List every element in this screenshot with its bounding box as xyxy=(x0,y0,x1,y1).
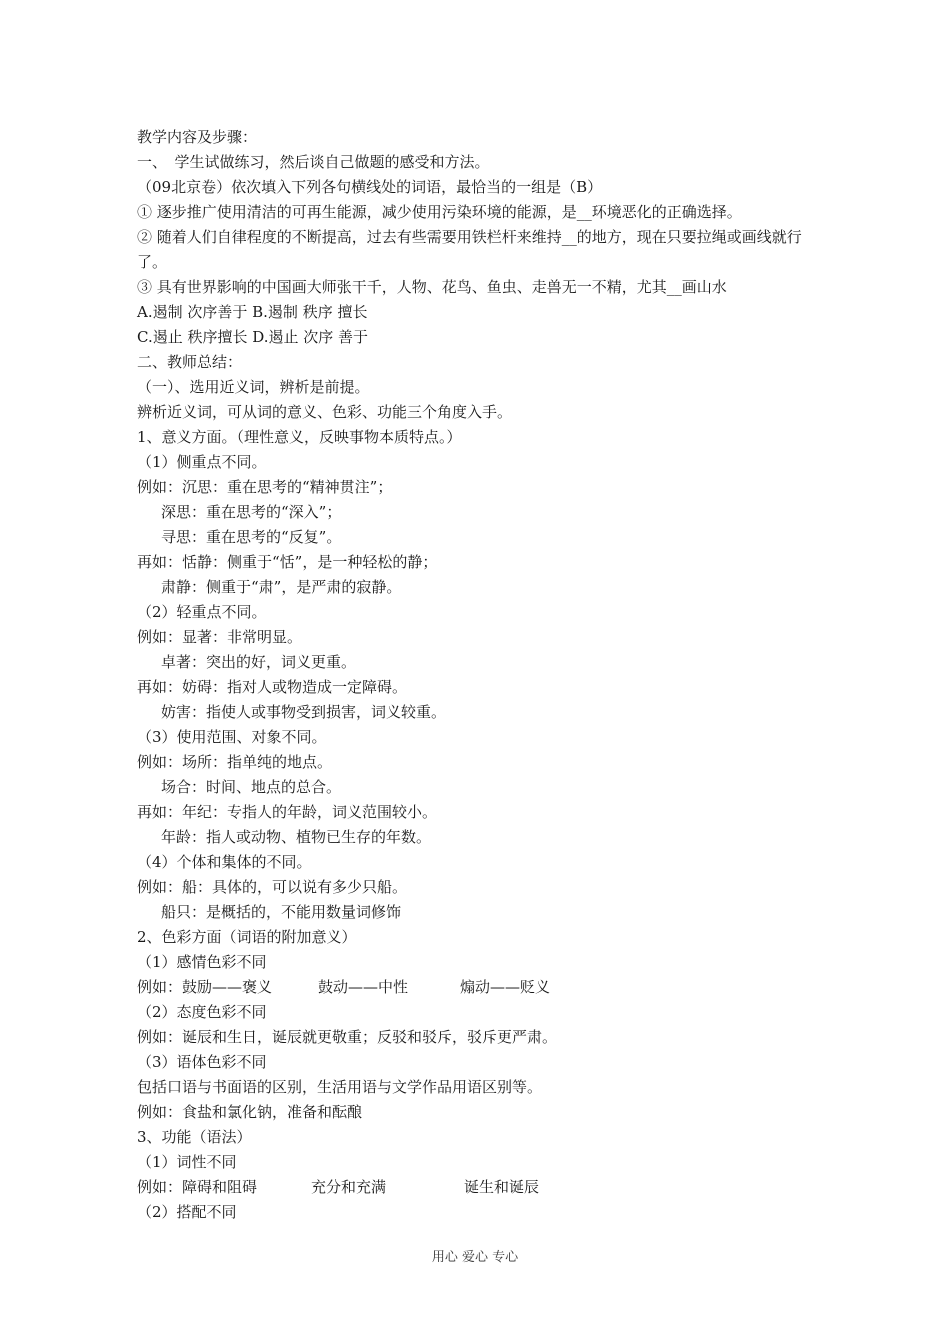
example-line: 场合：时间、地点的总合。 xyxy=(161,778,342,796)
options-ab: A.遏制 次序善于 B.遏制 秩序 擅长 xyxy=(137,303,368,321)
sub-point: （1）词性不同 xyxy=(137,1153,237,1171)
point-heading: 1、意义方面。（理性意义，反映事物本质特点。） xyxy=(137,428,462,446)
sub-point: （1）侧重点不同。 xyxy=(137,453,267,471)
section-heading: 二、教师总结： xyxy=(137,353,243,371)
example-line: 再如：恬静：侧重于“恬”，是一种轻松的静； xyxy=(137,553,438,571)
sub-point: （3）语体色彩不同 xyxy=(137,1053,267,1071)
example-line: 船只：是概括的，不能用数量词修饰 xyxy=(161,903,402,921)
sentence-1: ① 逐步推广使用清洁的可再生能源，减少使用污染环境的能源，是__环境恶化的正确选择。 xyxy=(137,203,742,221)
example-item: 例如：鼓励——褒义 xyxy=(137,978,273,996)
sub-point: （4）个体和集体的不同。 xyxy=(137,853,312,871)
options-cd: C.遏止 秩序擅长 D.遏止 次序 善于 xyxy=(137,328,369,346)
example-line: 例如：船：具体的，可以说有多少只船。 xyxy=(137,878,408,896)
example-line: 妨害：指使人或事物受到损害，词义较重。 xyxy=(161,703,447,721)
sub-point: （3）使用范围、对象不同。 xyxy=(137,728,327,746)
step-one: 一、 学生试做练习，然后谈自己做题的感受和方法。 xyxy=(137,153,490,171)
example-item: 充分和充满 xyxy=(311,1178,387,1196)
example-item: 煽动——贬义 xyxy=(460,978,551,996)
example-item: 鼓动——中性 xyxy=(318,978,409,996)
page-footer: 用心 爱心 专心 xyxy=(431,1250,519,1265)
example-item: 例如：障碍和阻碍 xyxy=(137,1178,258,1196)
sub-point: （2）搭配不同 xyxy=(137,1203,237,1221)
sentence-3: ③ 具有世界影响的中国画大师张干千，人物、花鸟、鱼虫、走兽无一不精，尤其__画山水 xyxy=(137,278,727,296)
example-line: 寻思：重在思考的“反复”。 xyxy=(161,528,342,546)
example-line: 例如：食盐和氯化钠，准备和酝酿 xyxy=(137,1103,363,1121)
question-stem: （09北京卷）依次填入下列各句横线处的词语，最恰当的一组是（B） xyxy=(137,178,603,196)
example-line: 肃静：侧重于“肃”，是严肃的寂静。 xyxy=(161,578,402,596)
point-heading: 2、色彩方面（词语的附加意义） xyxy=(137,928,357,946)
example-line: 再如：年纪：专指人的年龄，词义范围较小。 xyxy=(137,803,438,821)
example-row xyxy=(137,1175,817,1200)
document-body xyxy=(137,125,817,1225)
example-line: 例如：沉思：重在思考的“精神贯注”； xyxy=(137,478,393,496)
example-line: 年龄：指人或动物、植物已生存的年数。 xyxy=(161,828,432,846)
sub-point: （2）轻重点不同。 xyxy=(137,603,267,621)
section-heading: 教学内容及步骤： xyxy=(137,128,258,146)
example-item: 诞生和诞辰 xyxy=(464,1178,540,1196)
example-line: 例如：诞辰和生日，诞辰就更敬重；反驳和驳斥，驳斥更严肃。 xyxy=(137,1028,558,1046)
sub-point: （1）感情色彩不同 xyxy=(137,953,267,971)
subsection-heading: （一）、选用近义词，辨析是前提。 xyxy=(137,378,370,396)
sub-point: （2）态度色彩不同 xyxy=(137,1003,267,1021)
example-line: 深思：重在思考的“深入”； xyxy=(161,503,342,521)
example-line: 例如：场所：指单纯的地点。 xyxy=(137,753,333,771)
point-heading: 3、功能（语法） xyxy=(137,1128,252,1146)
example-row xyxy=(137,975,817,1000)
paragraph: 辨析近义词，可从词的意义、色彩、功能三个角度入手。 xyxy=(137,403,513,421)
example-line: 例如：显著：非常明显。 xyxy=(137,628,303,646)
paragraph: 包括口语与书面语的区别，生活用语与文学作品用语区别等。 xyxy=(137,1078,543,1096)
sentence-2: ② 随着人们自律程度的不断提高，过去有些需要用铁栏杆来维持__的地方，现在只要拉绳或画线就行了。 xyxy=(137,228,802,271)
example-line: 再如：妨碍：指对人或物造成一定障碍。 xyxy=(137,678,408,696)
example-line: 卓著：突出的好，词义更重。 xyxy=(161,653,357,671)
